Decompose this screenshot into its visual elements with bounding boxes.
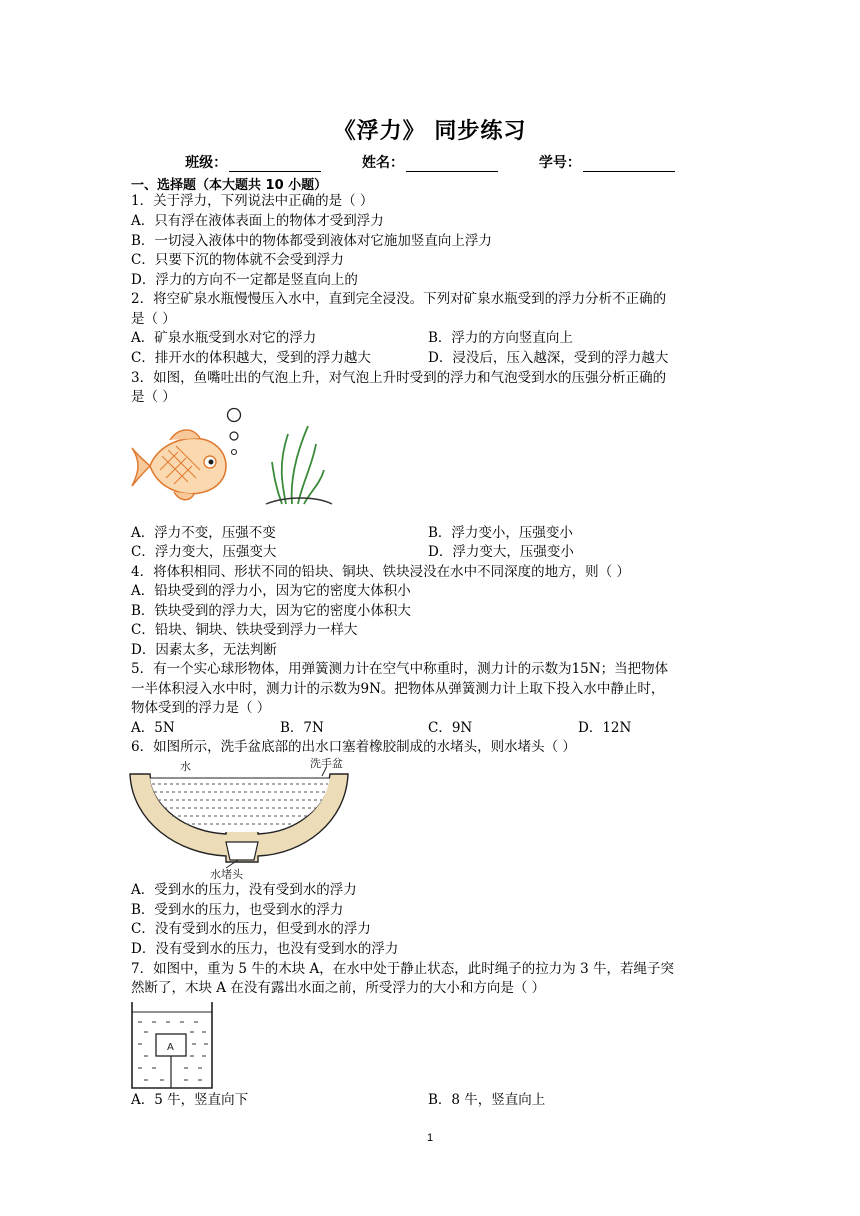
id-field — [539, 152, 675, 172]
q2-option-a: A．矿泉水瓶受到水对它的浮力 — [131, 330, 317, 346]
class-label: 班级： — [185, 155, 228, 171]
q3-option-c: C．浮力变大，压强变大 — [131, 544, 277, 560]
q5-stem-line2: 一半体积浸入水中时，测力计的示数为9N。把物体从弹簧测力计上取下投入水中静止时， — [131, 681, 665, 697]
q5-option-a: A．5N — [131, 720, 175, 736]
q5-option-c: C．9N — [428, 720, 473, 736]
water-label: 水 — [180, 760, 191, 773]
q6-stem: 6．如图所示，洗手盆底部的出水口塞着橡胶制成的水堵头，则水堵头（ ） — [131, 739, 576, 755]
q2-option-d: D．浸没后，压入越深，受到的浮力越大 — [428, 350, 669, 366]
q3-option-d: D．浮力变大，压强变小 — [428, 544, 574, 560]
block-label: A — [167, 1042, 174, 1053]
page-number: 1 — [426, 1132, 434, 1144]
q5-stem-line1: 5．有一个实心球形物体，用弹簧测力计在空气中称重时，测力计的示数为15N；当把物体 — [131, 661, 669, 677]
id-blank[interactable] — [583, 157, 675, 172]
q7-option-a: A．5 牛，竖直向下 — [131, 1092, 249, 1108]
q3-stem-line1: 3．如图，鱼嘴吐出的气泡上升，对气泡上升时受到的浮力和气泡受到水的压强分析正确的 — [131, 370, 667, 386]
q2-stem-line2: 是（ ） — [131, 311, 176, 327]
q3-option-b: B．浮力变小，压强变小 — [428, 525, 573, 541]
q2-option-c: C．排开水的体积越大，受到的浮力越大 — [131, 350, 371, 366]
class-field — [185, 152, 321, 172]
q5-stem-line3: 物体受到的浮力是（ ） — [131, 700, 271, 716]
q7-option-b: B．8 牛，竖直向上 — [428, 1092, 546, 1108]
q3-stem-line2: 是（ ） — [131, 389, 176, 405]
name-blank[interactable] — [406, 157, 498, 172]
q2-stem-line1: 2．将空矿泉水瓶慢慢压入水中，直到完全浸没。下列对矿泉水瓶受到的浮力分析不正确的 — [131, 291, 667, 307]
q1-option-c: C．只要下沉的物体就不会受到浮力 — [131, 252, 344, 268]
id-label: 学号： — [538, 155, 581, 171]
student-info-line — [0, 152, 860, 172]
q3-option-a: A．浮力不变，压强不变 — [131, 525, 276, 541]
q4-stem: 4．将体积相同、形状不同的铅块、铜块、铁块浸没在水中不同深度的地方，则（ ） — [131, 564, 630, 580]
q4-option-a: A．铅块受到的浮力小，因为它的密度大体积小 — [131, 583, 411, 599]
name-field — [362, 152, 498, 172]
section-heading: 一、选择题（本大题共 10 小题） — [131, 178, 328, 193]
q1-option-b: B．一切浸入液体中的物体都受到液体对它施加竖直向上浮力 — [131, 233, 492, 249]
bubble-medium — [230, 432, 238, 440]
q4-option-d: D．因素太多，无法判断 — [131, 642, 277, 658]
seaweed-icon — [272, 426, 324, 504]
q5-option-d: D．12N — [578, 720, 632, 736]
q7-stem-line1: 7．如图中，重为 5 牛的木块 A，在水中处于静止状态，此时绳子的拉力为 3 牛，若绳子突 — [131, 961, 674, 977]
q6-option-b: B．受到水的压力，也受到水的浮力 — [131, 902, 344, 918]
bubble-small — [232, 450, 237, 455]
q4-option-c: C．铅块、铜块、铁块受到浮力一样大 — [131, 622, 358, 638]
q6-option-a: A．受到水的压力，没有受到水的浮力 — [131, 882, 357, 898]
q4-option-b: B．铁块受到的浮力大，因为它的密度小体积大 — [131, 603, 411, 619]
q2-option-b: B．浮力的方向竖直向上 — [428, 330, 573, 346]
q7-stem-line2: 然断了，木块 A 在没有露出水面之前，所受浮力的大小和方向是（ ） — [131, 980, 546, 996]
washbasin-figure — [126, 756, 356, 880]
container-block-figure — [130, 1000, 216, 1090]
name-label: 姓名： — [362, 155, 404, 171]
q6-option-d: D．没有受到水的压力，也没有受到水的浮力 — [131, 941, 399, 957]
fish-bubble-figure — [126, 404, 336, 516]
q1-stem: 1．关于浮力，下列说法中正确的是（ ） — [131, 193, 374, 209]
q1-option-a: A．只有浮在液体表面上的物体才受到浮力 — [131, 213, 384, 229]
bubble-large — [228, 409, 241, 422]
q6-option-c: C．没有受到水的压力，但受到水的浮力 — [131, 921, 371, 937]
page-title: 《浮力》 同步练习 — [333, 119, 527, 144]
drain-plug — [226, 842, 258, 860]
q1-option-d: D．浮力的方向不一定都是竖直向上的 — [131, 272, 358, 288]
class-blank[interactable] — [229, 157, 321, 172]
plug-label: 水堵头 — [210, 868, 243, 880]
q5-option-b: B．7N — [280, 720, 324, 736]
basin-label: 洗手盆 — [310, 757, 343, 770]
fish-icon — [132, 430, 226, 500]
